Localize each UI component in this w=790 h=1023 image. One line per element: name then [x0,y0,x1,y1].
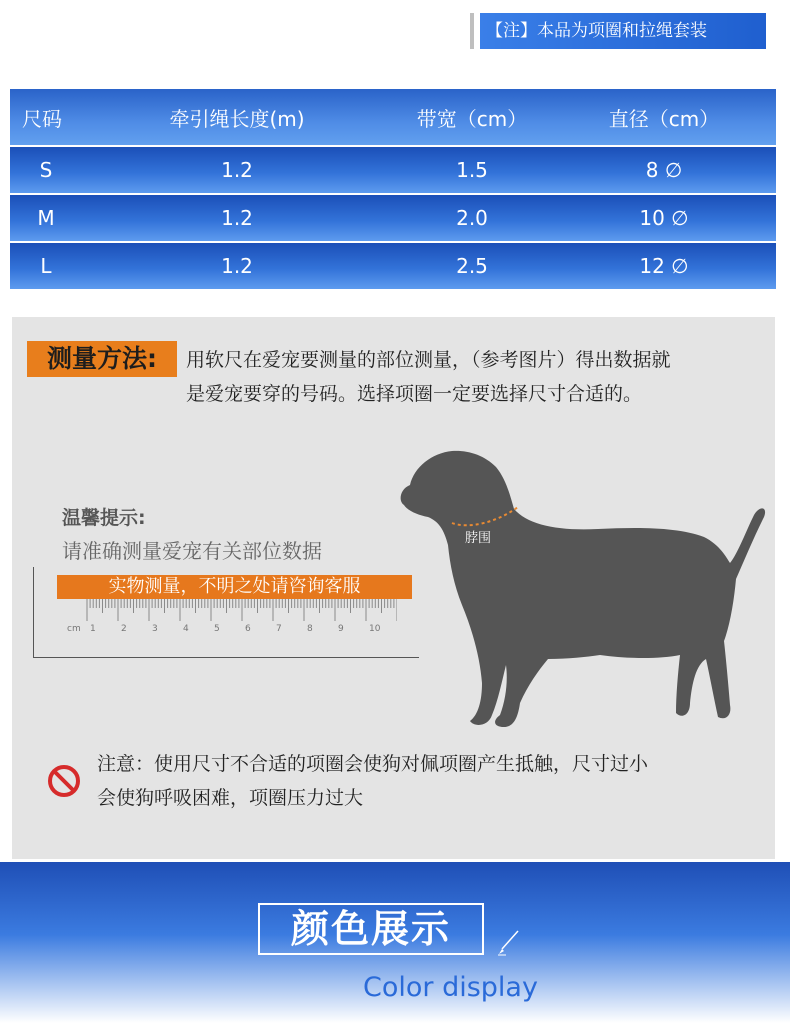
note-text: 【注】本品为项圈和拉绳套装 [480,13,766,49]
header-band-width: 带宽（cm） [416,106,528,131]
ruler-unit: cm [67,624,81,634]
warning-text-line-1: 注意：使用尺寸不合适的项圈会使狗对佩项圈产生抵触，尺寸过小 [97,753,649,775]
note-divider [470,13,474,49]
warning-text [97,747,757,815]
ruler-banner: 实物测量，不明之处请咨询客服 [57,575,412,599]
warning-text-line-2: 会使狗呼吸困难，项圈压力过大 [97,787,364,809]
ruler-number: 8 [307,624,313,634]
ruler-number: 10 [369,624,381,634]
cell-leash-length: 1.2 [221,158,253,182]
note-badge [470,12,766,50]
ruler-number: 3 [152,624,158,634]
ruler-number: 4 [183,624,189,634]
banner-subtitle: Color display [363,972,538,1003]
method-label: 测量方法: [27,341,177,377]
cell-diameter: 8 ∅ [645,158,683,182]
tip-title: 温馨提示: [62,507,146,529]
ruler-number: 5 [214,624,220,634]
pen-icon [494,927,524,957]
header-leash-length: 牵引绳长度(m) [169,106,305,131]
table-header-row [10,89,776,145]
ruler-number: 6 [245,624,251,634]
dog-silhouette-icon [388,445,768,735]
measurement-panel [12,317,775,859]
table-row [10,147,776,193]
cell-band-width: 1.5 [456,158,488,182]
table-row [10,195,776,241]
ruler-number: 1 [90,624,96,634]
ruler-ticks [67,597,397,637]
ruler-number: 9 [338,624,344,634]
cell-size: S [39,158,53,182]
ruler-frame-bottom [33,657,419,658]
size-table [10,89,776,291]
method-text-line-2: 是爱宠要穿的号码。选择项圈一定要选择尺寸合适的。 [186,383,643,405]
ruler [33,567,419,659]
ruler-frame-left [33,567,34,657]
method-text-line-1: 用软尺在爱宠要测量的部位测量，（参考图片）得出数据就 [186,349,671,371]
cell-diameter: 10 ∅ [639,206,689,230]
cell-size: M [37,206,55,230]
color-display-banner [0,862,790,1023]
cell-diameter: 12 ∅ [639,254,689,278]
cell-band-width: 2.5 [456,254,488,278]
no-entry-icon [47,764,81,798]
tip-text: 请准确测量爱宠有关部位数据 [62,539,322,563]
neck-label: 脖围 [465,531,492,546]
cell-size: L [40,254,52,278]
table-row [10,243,776,289]
banner-title: 颜色展示 [258,903,484,955]
ruler-number: 7 [276,624,282,634]
cell-leash-length: 1.2 [221,254,253,278]
cell-leash-length: 1.2 [221,206,253,230]
method-text [186,343,766,411]
cell-band-width: 2.0 [456,206,488,230]
header-size: 尺码 [22,106,62,131]
ruler-number: 2 [121,624,127,634]
header-diameter: 直径（cm） [608,106,720,131]
